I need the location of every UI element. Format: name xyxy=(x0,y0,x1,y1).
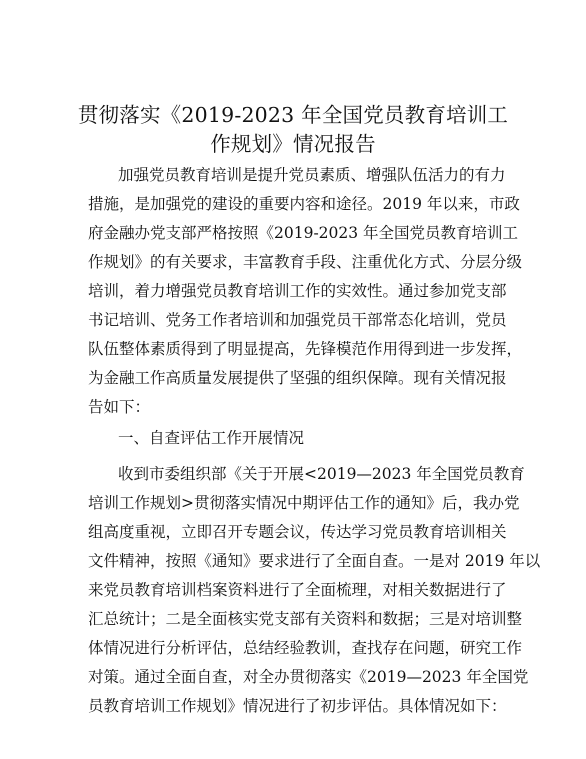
paragraph-1-line: 书记培训、党务工作者培训和加强党员干部常态化培训，党员 xyxy=(88,311,507,329)
paragraph-2-line: 组高度重视，立即召开专题会议，传达学习党员教育培训相关 xyxy=(88,523,507,541)
paragraph-2-line: 收到市委组织部《关于开展<2019—2023 年全国党员教育 xyxy=(118,465,525,483)
paragraph-1-line: 为金融工作高质量发展提供了坚强的组织保障。现有关情况报 xyxy=(88,369,507,387)
paragraph-1-line: 告如下： xyxy=(88,398,151,416)
section-1-heading: 一、自查评估工作开展情况 xyxy=(118,429,305,447)
paragraph-2-line: 员教育培训工作规划》情况进行了初步评估。具体情况如下： xyxy=(88,697,507,715)
paragraph-1-line: 培训，着力增强党员教育培训工作的实效性。通过参加党支部 xyxy=(88,282,507,300)
paragraph-1-line: 措施，是加强党的建设的重要内容和途径。2019 年以来，市政 xyxy=(88,195,520,213)
paragraph-1-line: 加强党员教育培训是提升党员素质、增强队伍活力的有力 xyxy=(118,166,506,184)
report-title-line-1: 贯彻落实《2019-2023 年全国党员教育培训工 xyxy=(77,103,509,127)
paragraph-2-line: 体情况进行分析评估，总结经验教训，查找存在问题，研究工作 xyxy=(88,639,523,657)
paragraph-1-line: 府金融办党支部严格按照《2019-2023 年全国党员教育培训工 xyxy=(88,224,519,242)
paragraph-2-line: 对策。通过全面自查，对全办贯彻落实《2019—2023 年全国党 xyxy=(88,668,529,686)
paragraph-2-line: 文件精神，按照《通知》要求进行了全面自查。一是对 2019 年以 xyxy=(88,552,541,570)
paragraph-1-line: 作规划》的有关要求，丰富教育手段、注重优化方式、分层分级 xyxy=(88,253,523,271)
paragraph-1-line: 队伍整体素质得到了明显提高，先锋模范作用得到进一步发挥， xyxy=(88,340,523,358)
report-title-line-2: 作规划》情况报告 xyxy=(210,132,376,156)
paragraph-2-line: 汇总统计；二是全面核实党支部有关资料和数据；三是对培训整 xyxy=(88,610,523,628)
paragraph-2-line: 来党员教育培训档案资料进行了全面梳理，对相关数据进行了 xyxy=(88,581,507,599)
paragraph-2-line: 培训工作规划>贯彻落实情况中期评估工作的通知》后，我办党 xyxy=(88,494,520,512)
